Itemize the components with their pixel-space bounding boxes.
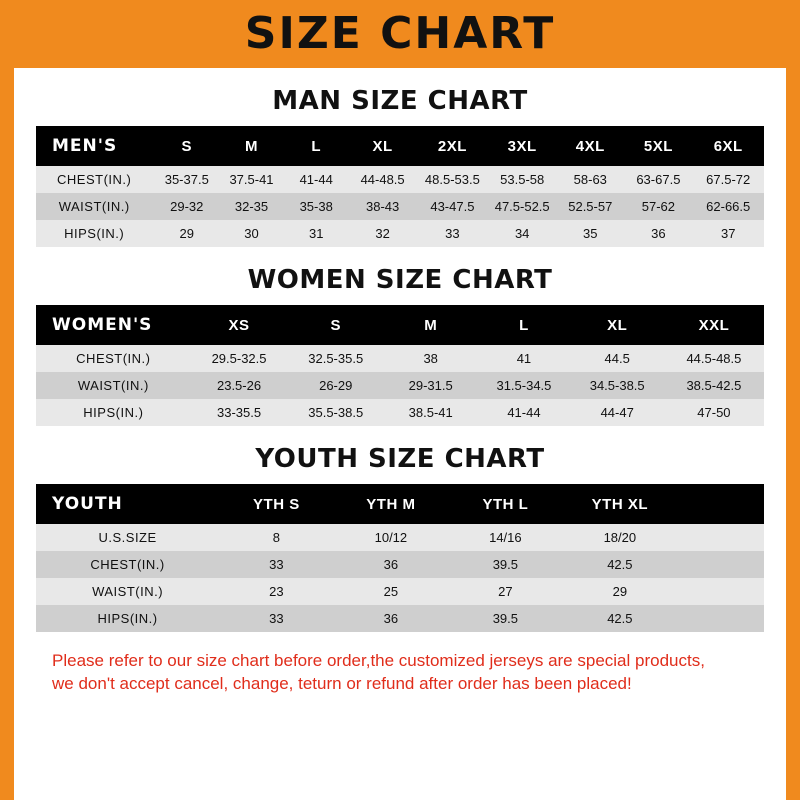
page-title: SIZE CHART xyxy=(244,8,556,59)
youth-header-m: YTH M xyxy=(334,484,448,524)
women-waist-xl: 34.5-38.5 xyxy=(589,378,645,393)
youth-header-s: YTH S xyxy=(219,484,333,524)
men-chest-l: 41-44 xyxy=(299,172,333,187)
men-header-m: M xyxy=(219,126,284,166)
youth-row-label-chest: CHEST(IN.) xyxy=(90,557,165,572)
table-row xyxy=(36,220,764,247)
youth-row-spacer xyxy=(677,605,764,632)
men-header-3xl: 3XL xyxy=(488,126,556,166)
men-table-head xyxy=(36,126,764,166)
men-waist-5xl: 57-62 xyxy=(641,199,675,214)
men-waist-6xl: 62-66.5 xyxy=(706,199,751,214)
youth-header-xl: YTH XL xyxy=(563,484,677,524)
youth-chest-xl: 42.5 xyxy=(607,557,633,572)
men-section-title: MAN SIZE CHART xyxy=(272,86,528,116)
men-header-l: L xyxy=(284,126,349,166)
men-hips-xl: 32 xyxy=(375,226,390,241)
youth-row-label-waist: WAIST(IN.) xyxy=(92,584,164,599)
table-row xyxy=(36,578,764,605)
youth-header-l: YTH L xyxy=(448,484,562,524)
table-row xyxy=(36,551,764,578)
men-hips-m: 30 xyxy=(244,226,259,241)
men-waist-2xl: 43-47.5 xyxy=(430,199,475,214)
men-chest-3xl: 53.5-58 xyxy=(500,172,545,187)
youth-chest-m: 36 xyxy=(383,557,399,572)
women-row-label-chest: CHEST(IN.) xyxy=(76,351,151,366)
table-row xyxy=(36,399,764,426)
women-hips-l: 41-44 xyxy=(507,405,541,420)
men-hips-2xl: 33 xyxy=(445,226,460,241)
men-header-s: S xyxy=(154,126,219,166)
youth-hips-s: 33 xyxy=(269,611,284,626)
table-row xyxy=(36,345,764,372)
men-chest-4xl: 58-63 xyxy=(573,172,607,187)
header-banner xyxy=(0,0,800,68)
table-row xyxy=(36,193,764,220)
men-waist-4xl: 52.5-57 xyxy=(568,199,613,214)
men-row-label-waist: WAIST(IN.) xyxy=(58,199,130,214)
men-hips-6xl: 37 xyxy=(720,226,736,241)
table-row xyxy=(36,524,764,551)
youth-header-spacer xyxy=(677,484,764,524)
women-waist-s: 26-29 xyxy=(319,378,353,393)
women-header-xs: XS xyxy=(191,305,288,345)
men-header-6xl: 6XL xyxy=(692,126,764,166)
women-size-table xyxy=(36,305,764,426)
youth-waist-l: 27 xyxy=(498,584,513,599)
men-chest-m: 37.5-41 xyxy=(229,172,274,187)
men-size-table xyxy=(36,126,764,247)
youth-ussize-xl: 18/20 xyxy=(603,530,637,545)
women-table-body xyxy=(36,345,764,426)
youth-chest-s: 33 xyxy=(269,557,284,572)
youth-hips-xl: 42.5 xyxy=(607,611,633,626)
women-hips-xxl: 47-50 xyxy=(697,405,731,420)
men-chest-5xl: 63-67.5 xyxy=(636,172,681,187)
women-hips-xs: 33-35.5 xyxy=(216,405,262,420)
youth-row-label-ussize: U.S.SIZE xyxy=(98,530,157,545)
women-header-label: WOMEN'S xyxy=(36,305,191,345)
table-row xyxy=(36,605,764,632)
women-waist-xxl: 38.5-42.5 xyxy=(686,378,742,393)
men-header-4xl: 4XL xyxy=(556,126,624,166)
men-waist-l: 35-38 xyxy=(299,199,333,214)
men-table-body xyxy=(36,166,764,247)
men-waist-3xl: 47.5-52.5 xyxy=(494,199,550,214)
men-header-xl: XL xyxy=(349,126,417,166)
women-hips-s: 35.5-38.5 xyxy=(308,405,364,420)
men-waist-m: 32-35 xyxy=(234,199,269,214)
women-header-m: M xyxy=(384,305,477,345)
table-row xyxy=(36,372,764,399)
youth-ussize-l: 14/16 xyxy=(489,530,522,545)
table-row xyxy=(36,166,764,193)
footer-note-line-1: Please refer to our size chart before order,the customized jerseys are special products, xyxy=(52,651,705,670)
youth-hips-l: 39.5 xyxy=(492,611,519,626)
women-header-xxl: XXL xyxy=(664,305,764,345)
youth-row-spacer xyxy=(677,578,764,605)
youth-chest-l: 39.5 xyxy=(492,557,519,572)
women-chest-s: 32.5-35.5 xyxy=(308,351,364,366)
men-header-5xl: 5XL xyxy=(624,126,692,166)
youth-section-title: YOUTH SIZE CHART xyxy=(255,444,545,474)
youth-row-spacer xyxy=(677,551,764,578)
table-header-row xyxy=(36,305,764,345)
women-row-label-waist: WAIST(IN.) xyxy=(77,378,149,393)
women-chest-xs: 29.5-32.5 xyxy=(211,351,267,366)
men-header-label: MEN'S xyxy=(36,126,154,166)
men-header-2xl: 2XL xyxy=(417,126,488,166)
youth-waist-m: 25 xyxy=(383,584,399,599)
men-row-label-hips: HIPS(IN.) xyxy=(64,226,125,241)
men-chest-6xl: 67.5-72 xyxy=(706,172,751,187)
men-waist-xl: 38-43 xyxy=(365,199,400,214)
table-header-row xyxy=(36,484,764,524)
women-chest-xl: 44.5 xyxy=(604,351,630,366)
women-header-l: L xyxy=(477,305,570,345)
youth-table-body xyxy=(36,524,764,632)
men-row-label-chest: CHEST(IN.) xyxy=(57,172,132,187)
chart-content xyxy=(14,86,786,696)
women-header-s: S xyxy=(287,305,384,345)
footer-note xyxy=(52,650,748,696)
youth-row-label-hips: HIPS(IN.) xyxy=(97,611,158,626)
women-table-head xyxy=(36,305,764,345)
men-hips-4xl: 35 xyxy=(583,226,598,241)
youth-size-table xyxy=(36,484,764,632)
men-chest-xl: 44-48.5 xyxy=(360,172,405,187)
men-hips-l: 31 xyxy=(308,226,324,241)
men-chest-2xl: 48.5-53.5 xyxy=(424,172,480,187)
women-chest-xxl: 44.5-48.5 xyxy=(686,351,742,366)
women-waist-xs: 23.5-26 xyxy=(216,378,262,393)
women-chest-m: 38 xyxy=(423,351,438,366)
men-hips-3xl: 34 xyxy=(514,226,530,241)
youth-hips-m: 36 xyxy=(383,611,399,626)
women-hips-m: 38.5-41 xyxy=(408,405,453,420)
youth-table-head xyxy=(36,484,764,524)
footer-note-line-2: we don't accept cancel, change, teturn or refund after order has been placed! xyxy=(52,673,632,693)
women-hips-xl: 44-47 xyxy=(600,405,634,420)
women-chest-l: 41 xyxy=(516,351,532,366)
youth-waist-xl: 29 xyxy=(612,584,628,599)
youth-row-spacer xyxy=(677,524,764,551)
table-header-row xyxy=(36,126,764,166)
women-waist-l: 31.5-34.5 xyxy=(496,378,552,393)
youth-ussize-m: 10/12 xyxy=(374,530,408,545)
youth-header-label: YOUTH xyxy=(36,484,219,524)
men-hips-5xl: 36 xyxy=(651,226,666,241)
youth-ussize-s: 8 xyxy=(272,530,281,545)
women-waist-m: 29-31.5 xyxy=(408,378,453,393)
youth-waist-s: 23 xyxy=(269,584,284,599)
women-header-xl: XL xyxy=(571,305,664,345)
women-section-title: WOMEN SIZE CHART xyxy=(247,265,553,295)
men-hips-s: 29 xyxy=(179,226,194,241)
men-chest-s: 35-37.5 xyxy=(164,172,209,187)
women-row-label-hips: HIPS(IN.) xyxy=(83,405,144,420)
men-waist-s: 29-32 xyxy=(170,199,204,214)
